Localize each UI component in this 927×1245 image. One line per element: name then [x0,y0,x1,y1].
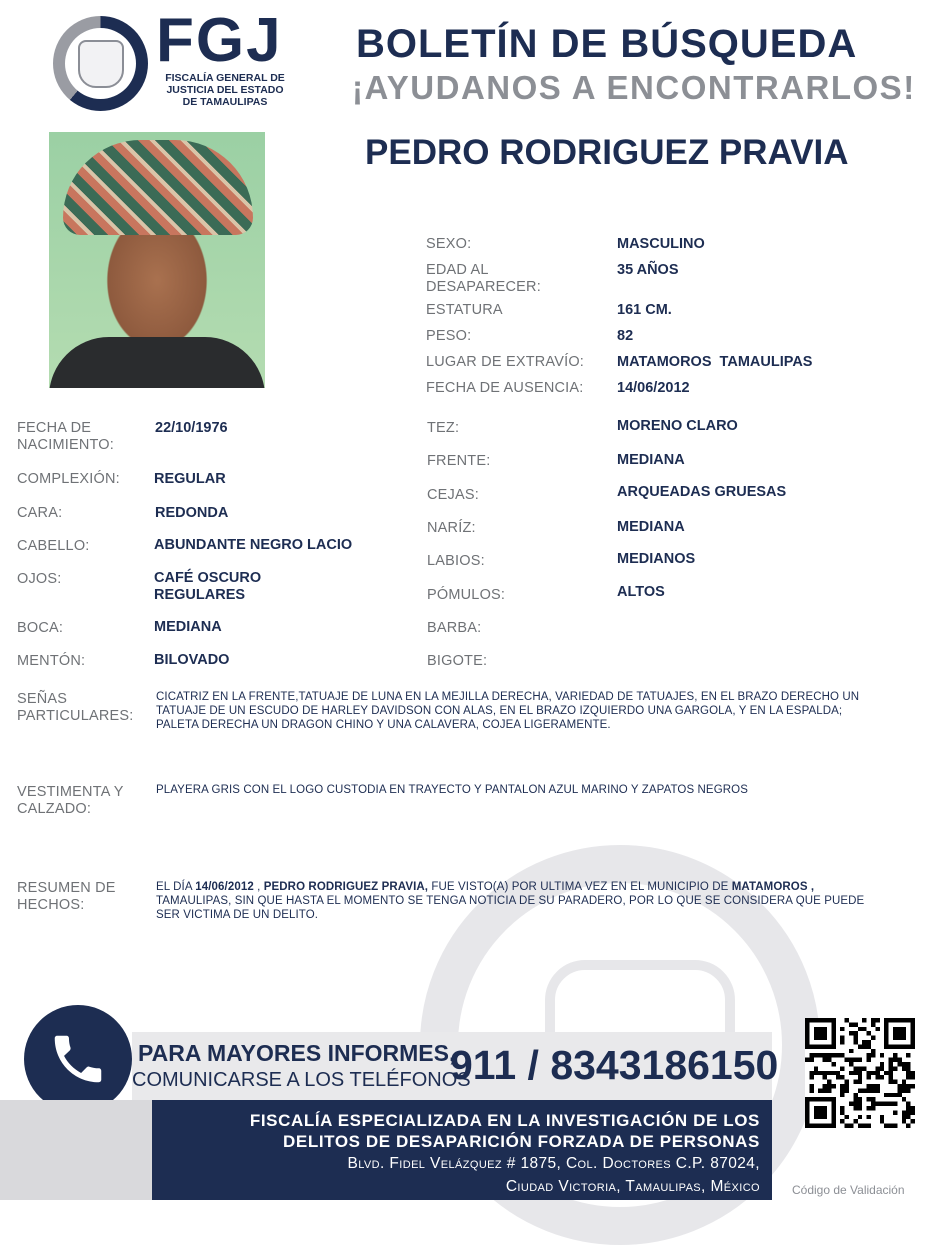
logo-sub-line-1: FISCALÍA GENERAL DE [165,72,285,84]
field-value: MATAMOROS TAMAULIPAS [617,354,813,370]
logo-acronym: FGJ [156,6,283,75]
bulletin-subtitle: ¡AYUDANOS A ENCONTRARLOS! [352,69,916,106]
person-name: PEDRO RODRIGUEZ PRAVIA [365,133,849,172]
tamaulipas-shield-icon [78,40,124,88]
field-value: 161 CM. [617,302,672,318]
field-label: CEJAS: [427,487,479,503]
shirt-shape [49,337,265,388]
field-label: PESO: [426,328,472,344]
footer-office-line-1: FISCALÍA ESPECIALIZADA EN LA INVESTIGACIÓN DE LOS [249,1111,760,1130]
vestimenta-label: VESTIMENTA Y CALZADO: [17,784,124,817]
field-value: ARQUEADAS GRUESAS [617,484,787,500]
logo-subtitle [160,72,290,108]
validation-label: Código de Validación [792,1183,905,1197]
footer-office [152,1110,760,1152]
field-value: MORENO CLARO [617,418,738,434]
field-value: MEDIANA [617,519,685,535]
footer-address-line-2: Ciudad Victoria, Tamaulipas, México [505,1178,760,1195]
field-value: BILOVADO [154,652,230,668]
field-value: 22/10/1976 [155,420,228,436]
resumen-part-2: , [253,881,264,893]
bulletin-title: BOLETÍN DE BÚSQUEDA [356,22,858,66]
field-label: TEZ: [427,420,460,436]
field-label: EDAD AL DESAPARECER: [426,262,541,295]
field-value: REGULAR [154,471,226,487]
field-label: COMPLEXIÓN: [17,471,120,487]
field-label: CARA: [17,505,63,521]
field-value: REDONDA [155,505,229,521]
field-label: SEXO: [426,236,472,252]
field-label: LABIOS: [427,553,485,569]
field-label: MENTÓN: [17,653,86,669]
footer-office-line-2: DELITOS DE DESAPARICIÓN FORZADA DE PERSONAS [283,1132,760,1151]
resumen-city: MATAMOROS , [731,881,815,893]
resumen-part-1: EL DÍA [156,881,196,893]
field-value: 14/06/2012 [617,380,690,396]
field-label: FRENTE: [427,453,491,469]
vestimenta-text: PLAYERA GRIS CON EL LOGO CUSTODIA EN TRAYECTO Y PANTALON AZUL MARINO Y ZAPATOS NEGROS [156,784,748,796]
resumen-part-3: FUE VISTO(A) POR ULTIMA VEZ EN EL MUNICIPIO DE [428,881,732,893]
senas-text: CICATRIZ EN LA FRENTE,TATUAJE DE LUNA EN LA MEJILLA DERECHA, VARIEDAD DE TATUAJES, EN EL BRAZO DERECHO UN TATUAJE DE UN ESCUDO DE HARLEY DAVIDSON CON ALAS, EN EL BRAZO IZQUIERDO UNA GARGOLA, Y EN LA ESPALDA; PALETA DERECHA UN DRAGON CHINO Y UNA CALAVERA, COJEA LIGERAMENTE. [156,691,860,731]
field-label: FECHA DE NACIMIENTO: [17,420,114,453]
field-label: BOCA: [17,620,64,636]
field-label: BARBA: [427,620,482,636]
field-value: MEDIANOS [617,551,696,567]
qr-code-icon [805,1018,915,1128]
resumen-name: PEDRO RODRIGUEZ PRAVIA, [263,881,429,893]
field-label: OJOS: [17,571,62,587]
resumen-text [156,880,866,922]
field-label: BIGOTE: [427,653,488,669]
qr-code-graphic [805,1018,915,1128]
field-value: MEDIANA [617,452,685,468]
bandana-shape [63,140,253,235]
field-value: 82 [617,328,634,344]
resumen-part-4: TAMAULIPAS, SIN QUE HASTA EL MOMENTO SE TENGA NOTICIA DE SU PARADERO, POR LO QUE SE CONSIDERA QUE PUEDE SER VICTIMA DE UN DELITO. [156,895,865,921]
contact-line-1: PARA MAYORES INFORMES, [138,1040,456,1066]
field-value: 35 AÑOS [617,262,679,278]
field-label: ESTATURA [426,302,503,318]
field-label: PÓMULOS: [427,587,506,603]
field-label: NARÍZ: [427,520,476,536]
field-label: FECHA DE AUSENCIA: [426,380,584,396]
phone-icon [24,1005,132,1113]
field-value: CAFÉ OSCURO REGULARES [154,570,262,603]
resumen-label: RESUMEN DE HECHOS: [17,880,116,913]
field-value: MEDIANA [154,619,222,635]
field-value: ALTOS [617,584,665,600]
field-label: CABELLO: [17,538,90,554]
logo-sub-line-3: DE TAMAULIPAS [182,96,268,108]
logo-sub-line-2: JUSTICIA DEL ESTADO [166,84,284,96]
senas-label: SEÑAS PARTICULARES: [17,691,134,724]
field-value: MASCULINO [617,236,705,252]
contact-line-2: COMUNICARSE A LOS TELÉFONOS [132,1069,471,1091]
field-value: ABUNDANTE NEGRO LACIO [154,537,353,553]
footer-address [152,1152,760,1198]
person-photo [49,132,265,388]
footer-address-line-1: Blvd. Fidel Velázquez # 1875, Col. Doctores C.P. 87024, [347,1155,760,1172]
phone-glyph [47,1028,109,1090]
footer-gray-band [0,1100,152,1200]
field-label: LUGAR DE EXTRAVÍO: [426,354,585,370]
contact-phone: 911 / 8343186150 [450,1042,779,1088]
resumen-date: 14/06/2012 [195,881,254,893]
